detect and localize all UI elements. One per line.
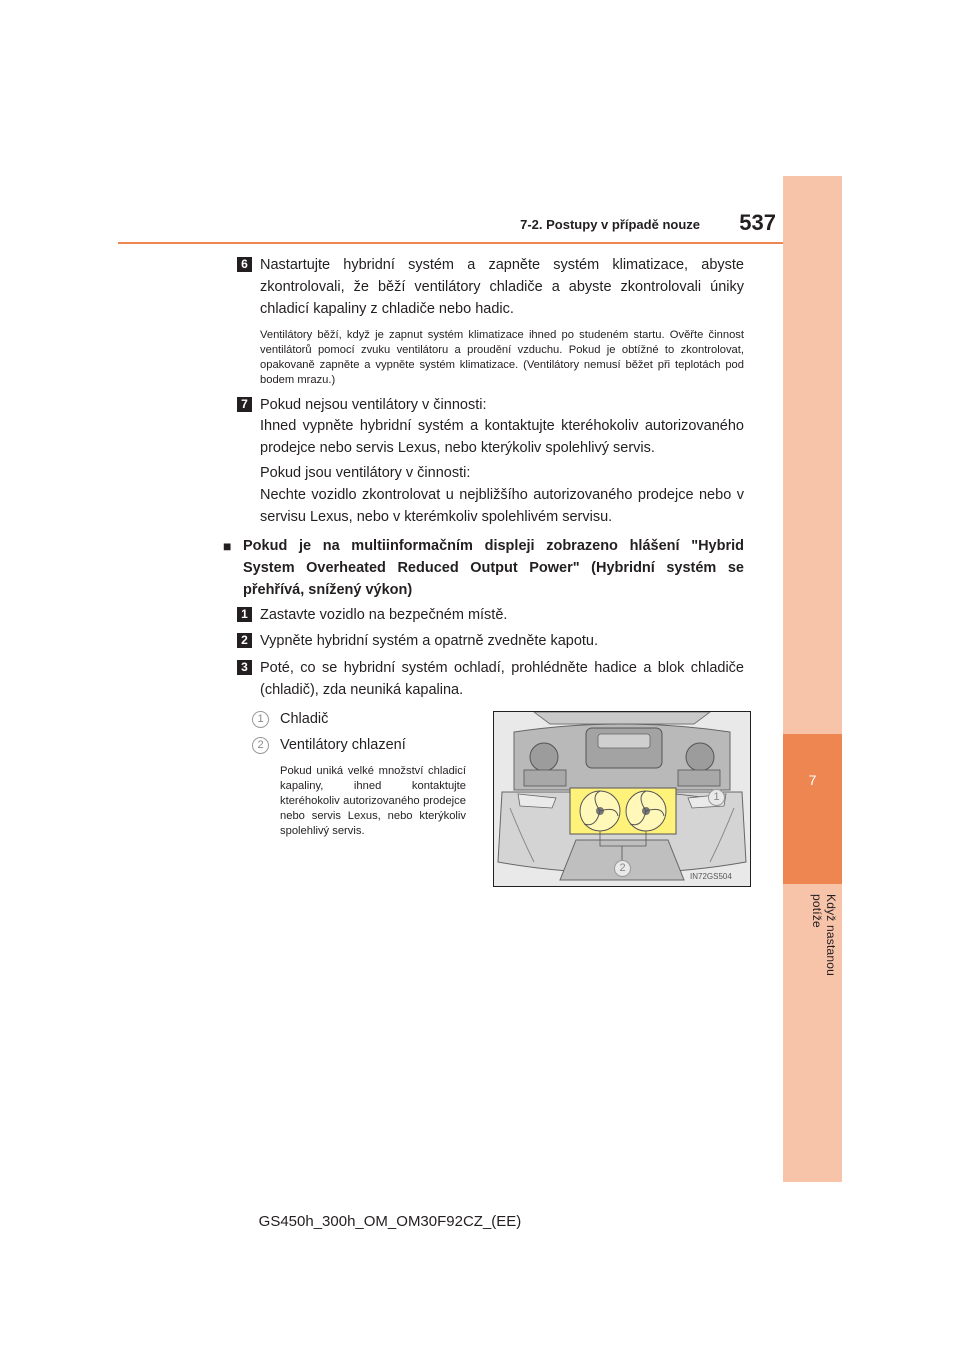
figure-marker-2: 2 xyxy=(614,860,631,877)
chapter-side-tab xyxy=(783,176,842,1182)
callout-note: Pokud uniká velké množství chladicí kapaliny, ihned kontaktujte kteréhokoliv autorizovaného prodejce nebo servis Lexus, nebo kterýkoliv spolehlivý servis. xyxy=(280,765,466,837)
chapter-number: 7 xyxy=(808,772,817,788)
step-7-action-off: Ihned vypněte hybridní systém a kontaktujte kteréhokoliv autorizovaného prodejce nebo servis Lexus, nebo kterýkoliv spolehlivý servis. xyxy=(260,418,744,456)
callout-label-fans: Ventilátory chlazení xyxy=(280,737,406,753)
chapter-label: Když nastanou potíže xyxy=(810,894,838,976)
page-number: 537 xyxy=(739,210,776,235)
step-6-text: Nastartujte hybridní systém a zapněte systém klimatizace, abyste zkontrolovali, že běží ventilátory chladiče a abyste zkontrolovali úniky chladicí kapaliny z chladiče nebo hadic. xyxy=(260,257,744,317)
callout-marker-1: 1 xyxy=(252,711,269,728)
step-number-1: 1 xyxy=(237,607,252,622)
step-number-7: 7 xyxy=(237,397,252,412)
header-rule xyxy=(118,242,783,244)
section-title: 7-2. Postupy v případě nouze xyxy=(520,217,700,232)
step-7-condition-off: Pokud nejsou ventilátory v činnosti: xyxy=(260,397,487,413)
callout-label-radiator: Chladič xyxy=(280,711,329,727)
step-number-3: 3 xyxy=(237,660,252,675)
step-number-6: 6 xyxy=(237,257,252,272)
figure-marker-1: 1 xyxy=(708,789,725,806)
engine-bay-illustration xyxy=(493,711,751,887)
section-bullet: ■ xyxy=(223,538,232,554)
chapter-number-tab xyxy=(783,734,842,884)
callout-marker-2: 2 xyxy=(252,737,269,754)
step-7-condition-on: Pokud jsou ventilátory v činnosti: xyxy=(260,465,471,481)
section-heading: Pokud je na multiinformačním displeji zobrazeno hlášení "Hybrid System Overheated Reduced Output Power" (Hybridní systém se přehřívá, snížený výkon) xyxy=(243,538,744,598)
step-1-text: Zastavte vozidlo na bezpečném místě. xyxy=(260,607,508,623)
step-number-2: 2 xyxy=(237,633,252,648)
document-code: GS450h_300h_OM_OM30F92CZ_(EE) xyxy=(258,1213,522,1230)
step-2-text: Vypněte hybridní systém a opatrně zvedněte kapotu. xyxy=(260,633,599,649)
step-3-text: Poté, co se hybridní systém ochladí, prohlédněte hadice a blok chladiče (chladič), zda neuniká kapalina. xyxy=(260,660,744,698)
figure-code: IN72GS504 xyxy=(690,872,732,881)
step-7-action-on: Nechte vozidlo zkontrolovat u nejbližšího autorizovaného prodejce nebo v servisu Lexus, nebo v kterémkoliv spolehlivém servisu. xyxy=(260,487,744,525)
step-6-note: Ventilátory běží, když je zapnut systém klimatizace ihned po studeném startu. Ověřte činnost ventilátorů pomocí zvuku ventilátoru a proudění vzduchu. Pokud je obtížné to zkontrolovat, opakovaně zapněte a vypněte systém klimatizace. (Ventilátory nemusí běžet při teplotách pod bodem mrazu.) xyxy=(260,329,744,386)
